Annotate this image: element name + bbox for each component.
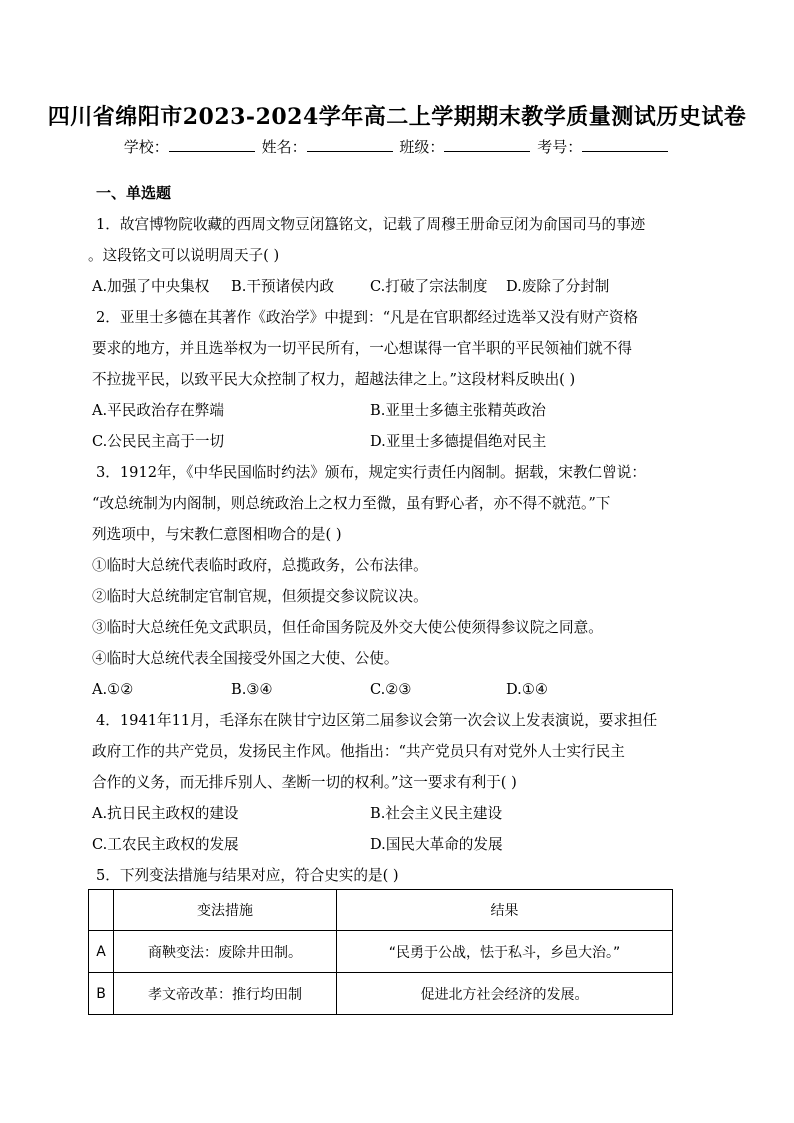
table-header-cell: 结果: [337, 890, 673, 931]
q2-options-row-2: [92, 426, 701, 457]
student-info-line: [0, 136, 794, 157]
q4-stem-line: 合作的义务，而无排斥别人、垄断一切的权利。”这一要求有利于( ): [92, 774, 517, 791]
exam-number-blank[interactable]: [582, 139, 668, 152]
q3-stem-line: 3．1912年，《中华民国临时约法》颁布，规定实行责任内阁制。据载，宋教仁曾说：: [96, 464, 646, 481]
q2-option-a[interactable]: A.平民政治存在弊端: [92, 402, 224, 419]
table-cell-result: “民勇于公战，怯于私斗，乡邑大治。”: [337, 931, 673, 973]
table-cell-option[interactable]: A: [89, 931, 114, 973]
q3-stem-line: 列选项中，与宋教仁意图相吻合的是( ): [92, 526, 342, 543]
q2-stem-line: 2．亚里士多德在其著作《政治学》中提到：“凡是在官职都经过选举又没有财产资格: [96, 309, 639, 326]
q1-option-a[interactable]: A.加强了中央集权: [92, 278, 210, 295]
q3-options: [92, 674, 701, 705]
question-area: [88, 178, 701, 891]
table-row: [89, 973, 673, 1015]
q4-option-a[interactable]: A.抗日民主政权的建设: [92, 805, 239, 822]
q1-options: [92, 271, 701, 302]
q3-option-a[interactable]: A.①②: [92, 681, 134, 698]
q1-option-b[interactable]: B.干预诸侯内政: [231, 278, 334, 295]
q2-option-c[interactable]: C.公民民主高于一切: [92, 433, 225, 450]
class-blank[interactable]: [444, 139, 530, 152]
table-cell-option[interactable]: B: [89, 973, 114, 1015]
exam-title: 四川省绵阳市2023-2024学年高二上学期期末教学质量测试历史试卷: [47, 104, 747, 130]
q1-stem-line: 1．故宫博物院收藏的西周文物豆闭簋铭文，记载了周穆王册命豆闭为俞国司马的事迹: [96, 216, 646, 233]
school-label: 学校：: [123, 138, 169, 156]
table-header-cell: [89, 890, 114, 931]
q3-item: ①临时大总统代表临时政府，总揽政务，公布法律。: [92, 557, 428, 574]
q2-option-d[interactable]: D.亚里士多德提倡绝对民主: [370, 433, 547, 450]
table-cell-measure: 商鞅变法：废除井田制。: [114, 931, 337, 973]
name-blank[interactable]: [307, 139, 393, 152]
q3-item: ④临时大总统代表全国接受外国之大使、公使。: [92, 650, 399, 667]
q2-stem-line: 要求的地方，并且选举权为一切平民所有，一心想谋得一官半职的平民领袖们就不得: [92, 340, 632, 357]
q1-stem-line: 。这段铭文可以说明周天子( ): [88, 247, 280, 264]
q4-stem-line: 政府工作的共产党员，发扬民主作风。他指出：“共产党员只有对党外人士实行民主: [92, 743, 625, 760]
q3-item: ②临时大总统制定官制官规，但须提交参议院议决。: [92, 588, 428, 605]
q3-option-c[interactable]: C.②③: [370, 681, 412, 698]
q4-options-row-1: [92, 798, 701, 829]
table-row: [89, 931, 673, 973]
q4-stem-line: 4．1941年11月，毛泽东在陕甘宁边区第二届参议会第一次会议上发表演说，要求担任: [96, 712, 658, 729]
class-label: 班级：: [399, 138, 445, 156]
q4-options-row-2: [92, 829, 701, 860]
q2-options-row-1: [92, 395, 701, 426]
q3-option-d[interactable]: D.①④: [506, 681, 548, 698]
exam-number-label: 考号：: [537, 138, 583, 156]
table-header-cell: 变法措施: [114, 890, 337, 931]
q2-stem-line: 不拉拢平民，以致平民大众控制了权力，超越法律之上。”这段材料反映出( ): [92, 371, 576, 388]
q5-table: [88, 889, 673, 1015]
q3-item: ③临时大总统任免文武职员，但任命国务院及外交大使公使须得参议院之同意。: [92, 619, 603, 636]
q4-option-d[interactable]: D.国民大革命的发展: [370, 836, 503, 853]
q4-option-c[interactable]: C.工农民主政权的发展: [92, 836, 239, 853]
q3-stem-line: “改总统制为内阁制，则总统政治上之权力至微，虽有野心者，亦不得不就范。”下: [92, 495, 611, 512]
table-cell-measure: 孝文帝改革：推行均田制: [114, 973, 337, 1015]
q5-stem-line: 5．下列变法措施与结果对应，符合史实的是( ): [96, 867, 399, 884]
q2-option-b[interactable]: B.亚里士多德主张精英政治: [370, 402, 546, 419]
section-heading: 一、单选题: [96, 184, 172, 202]
q4-option-b[interactable]: B.社会主义民主建设: [370, 805, 503, 822]
q1-option-d[interactable]: D.废除了分封制: [506, 278, 610, 295]
table-cell-result: 促进北方社会经济的发展。: [337, 973, 673, 1015]
q3-option-b[interactable]: B.③④: [231, 681, 273, 698]
q1-option-c[interactable]: C.打破了宗法制度: [370, 278, 488, 295]
table-header-row: [89, 890, 673, 931]
school-blank[interactable]: [169, 139, 255, 152]
name-label: 姓名：: [261, 138, 307, 156]
